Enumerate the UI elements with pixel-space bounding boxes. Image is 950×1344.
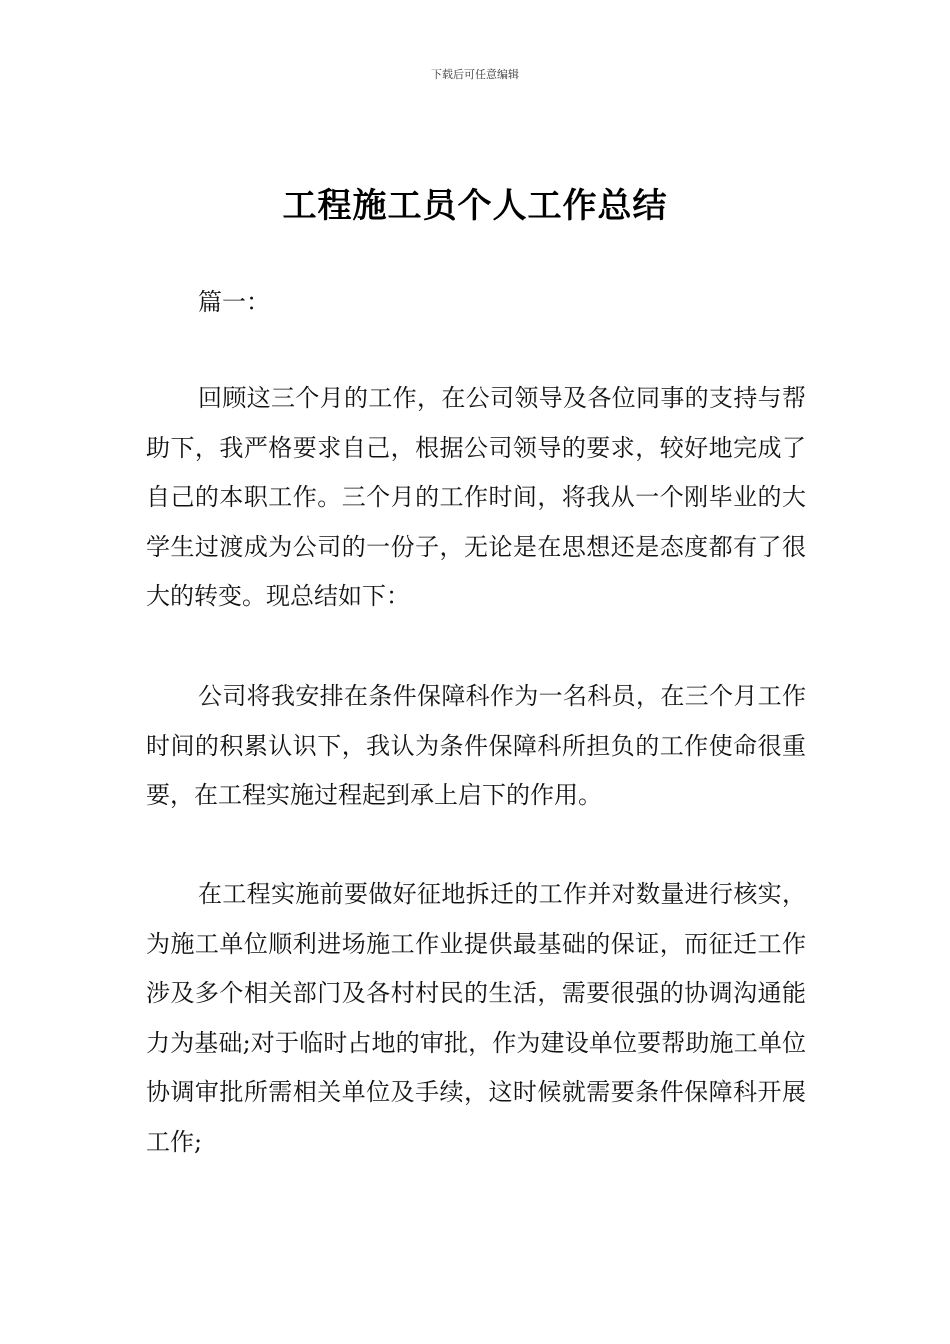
paragraph-assignment: 公司将我安排在条件保障科作为一名科员，在三个月工作时间的积累认识下，我认为条件保障科所担负的工作使命很重要，在工程实施过程起到承上启下的作用。 bbox=[146, 682, 806, 809]
document-title: 工程施工员个人工作总结 bbox=[282, 186, 668, 226]
section-label: 篇一： bbox=[198, 288, 270, 316]
page-header-note: 下载后可任意编辑 bbox=[431, 68, 519, 81]
paragraph-land-acquisition: 在工程实施前要做好征地拆迁的工作并对数量进行核实，为施工单位顺利进场施工作业提供最基础的保证，而征迁工作涉及多个相关部门及各村村民的生活，需要很强的协调沟通能力为基础;对于临时占地的审批，作为建设单位要帮助施工单位协调审批所需相关单位及手续，这时候就需要条件保障科开展工作; bbox=[146, 880, 806, 1156]
paragraph-review: 回顾这三个月的工作，在公司领导及各位同事的支持与帮助下，我严格要求自己，根据公司领导的要求，较好地完成了自己的本职工作。三个月的工作时间，将我从一个刚毕业的大学生过渡成为公司的一份子，无论是在思想还是态度都有了很大的转变。现总结如下： bbox=[146, 384, 806, 610]
